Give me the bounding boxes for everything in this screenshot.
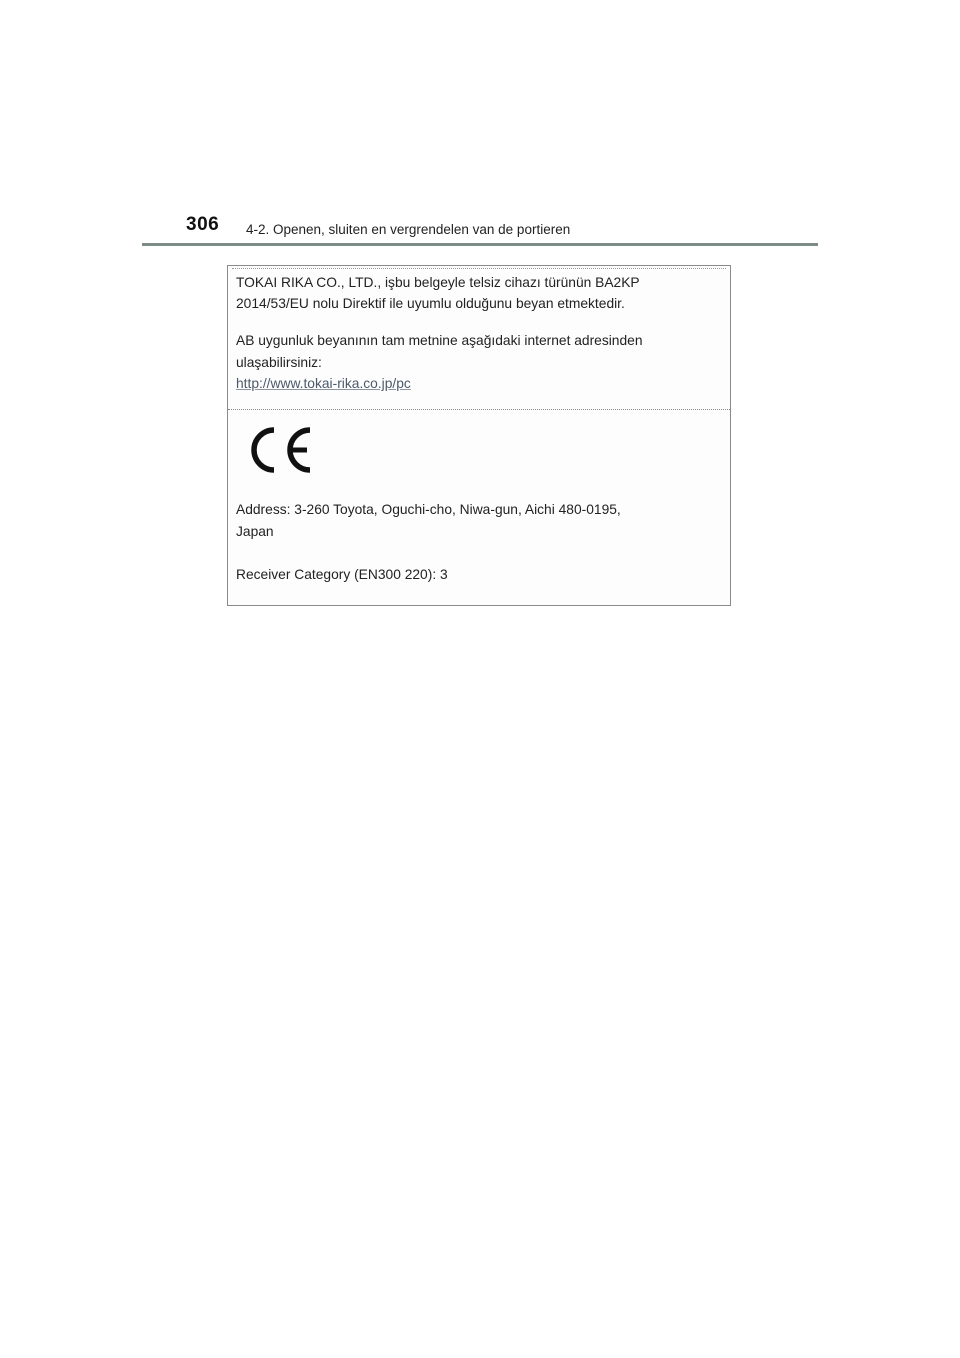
declaration-line-1: TOKAI RIKA CO., LTD., işbu belgeyle telsiz cihazı türünün BA2KP <box>236 275 640 290</box>
declaration-line-2: 2014/53/EU nolu Direktif ile uyumlu olduğunu beyan etmektedir. <box>236 296 625 311</box>
header-rule <box>142 243 818 246</box>
ce-mark-icon <box>244 424 314 476</box>
conformity-line-1: AB uygunluk beyanının tam metnine aşağıdaki internet adresinden <box>236 333 643 348</box>
box-top-border <box>232 268 726 269</box>
receiver-category: Receiver Category (EN300 220): 3 <box>236 567 448 582</box>
conformity-line-2: ulaşabilirsiniz: <box>236 355 322 370</box>
notice-box <box>227 265 731 606</box>
address-line-1: Address: 3-260 Toyota, Oguchi-cho, Niwa-gun, Aichi 480-0195, <box>236 502 621 517</box>
conformity-url-link[interactable]: http://www.tokai-rika.co.jp/pc <box>236 376 411 391</box>
section-title: 4-2. Openen, sluiten en vergrendelen van de portieren <box>246 222 571 237</box>
address-line-2: Japan <box>236 524 274 539</box>
box-divider <box>228 409 730 410</box>
page-number: 306 <box>186 214 220 235</box>
